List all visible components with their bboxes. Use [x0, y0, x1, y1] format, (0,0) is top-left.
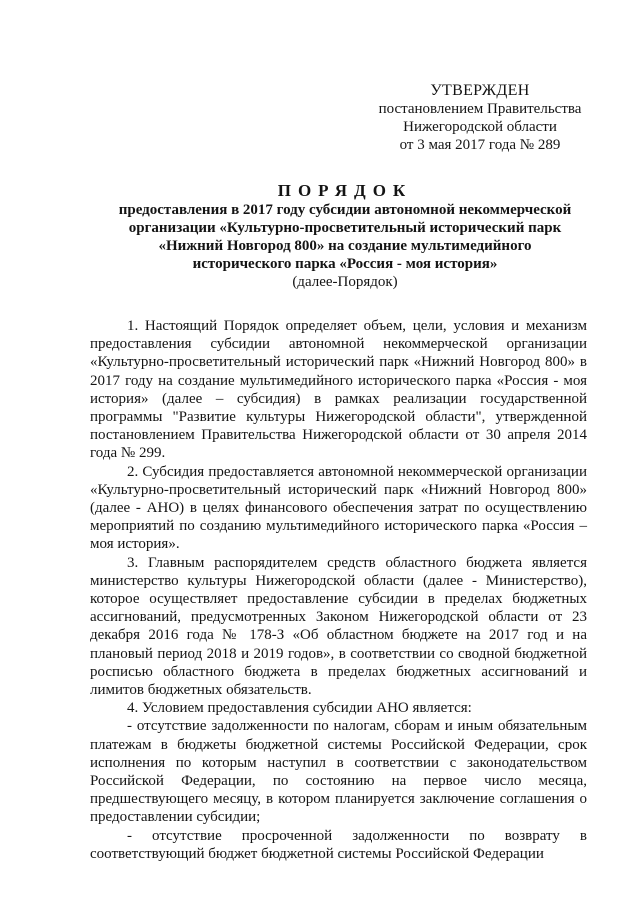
title-heading: ПОРЯДОК	[277, 181, 413, 200]
title-line: исторического парка «Россия - моя история»	[192, 256, 498, 272]
paragraph-4-item-1: - отсутствие задолженности по налогам, сборам и иным обязательным платежам в бюджеты бюджетной системы Российской Федерации, срок исполнения по которым наступил в соответствии с законодательством Российской Федерации, по состоянию на первое число месяца, предшествующего месяцу, в котором планируется заключение соглашения о предоставлении субсидии;	[90, 718, 587, 826]
approval-stamp	[360, 82, 600, 154]
title-line: предоставления в 2017 году субсидии автономной некоммерческой	[118, 202, 572, 218]
title-line: «Нижний Новгород 800» на создание мультимедийного	[158, 238, 532, 254]
paragraph-1: 1. Настоящий Порядок определяет объем, цели, условия и механизм предоставления субсидии автономной некоммерческой организации «Культурно-просветительный исторический парк «Нижний Новгород 800» в 2017 году на создание мультимедийного исторического парка «Россия - моя история» (далее – субсидия) в рамках реализации государственной программы "Развитие культуры Нижегородской области", утвержденной постановлением Правительства Нижегородской области от 30 апреля 2014 года № 299.	[90, 318, 587, 462]
paragraph-3: 3. Главным распорядителем средств областного бюджета является министерство культуры Нижегородской области (далее - Министерство), которое осуществляет предоставление субсидии в пределах бюджетных ассигнований, предусмотренных Законом Нижегородской области от 23 декабря 2016 года № 178-З «Об областном бюджете на 2017 год и на плановый период 2018 и 2019 годов», в соответствии со сводной бюджетной росписью областного бюджета в пределах бюджетных ассигнований и лимитов бюджетных обязательств.	[90, 554, 587, 699]
title-line: организации «Культурно-просветительный исторический парк	[128, 220, 562, 236]
approval-line: постановлением Правительства	[378, 101, 582, 117]
title-note: (далее-Порядок)	[292, 274, 398, 290]
paragraph-2: 2. Субсидия предоставляется автономной некоммерческой организации «Культурно-просветительный исторический парк «Нижний Новгород 800» (далее - АНО) в целях финансового обеспечения затрат по осуществлению мероприятий по созданию мультимедийного исторического парка «Россия – моя история».	[90, 463, 587, 553]
document-title	[95, 181, 595, 291]
approval-date: от 3 мая 2017 года № 289	[399, 137, 561, 153]
approval-heading: УТВЕРЖДЕН	[430, 82, 530, 99]
paragraph-4-item-2: - отсутствие просроченной задолженности по возврату в соответствующий бюджет бюджетной системы Российской Федерации	[90, 827, 587, 862]
approval-line: Нижегородской области	[403, 119, 557, 135]
paragraph-4: 4. Условием предоставления субсидии АНО является:	[127, 700, 472, 717]
document-body	[90, 317, 587, 863]
